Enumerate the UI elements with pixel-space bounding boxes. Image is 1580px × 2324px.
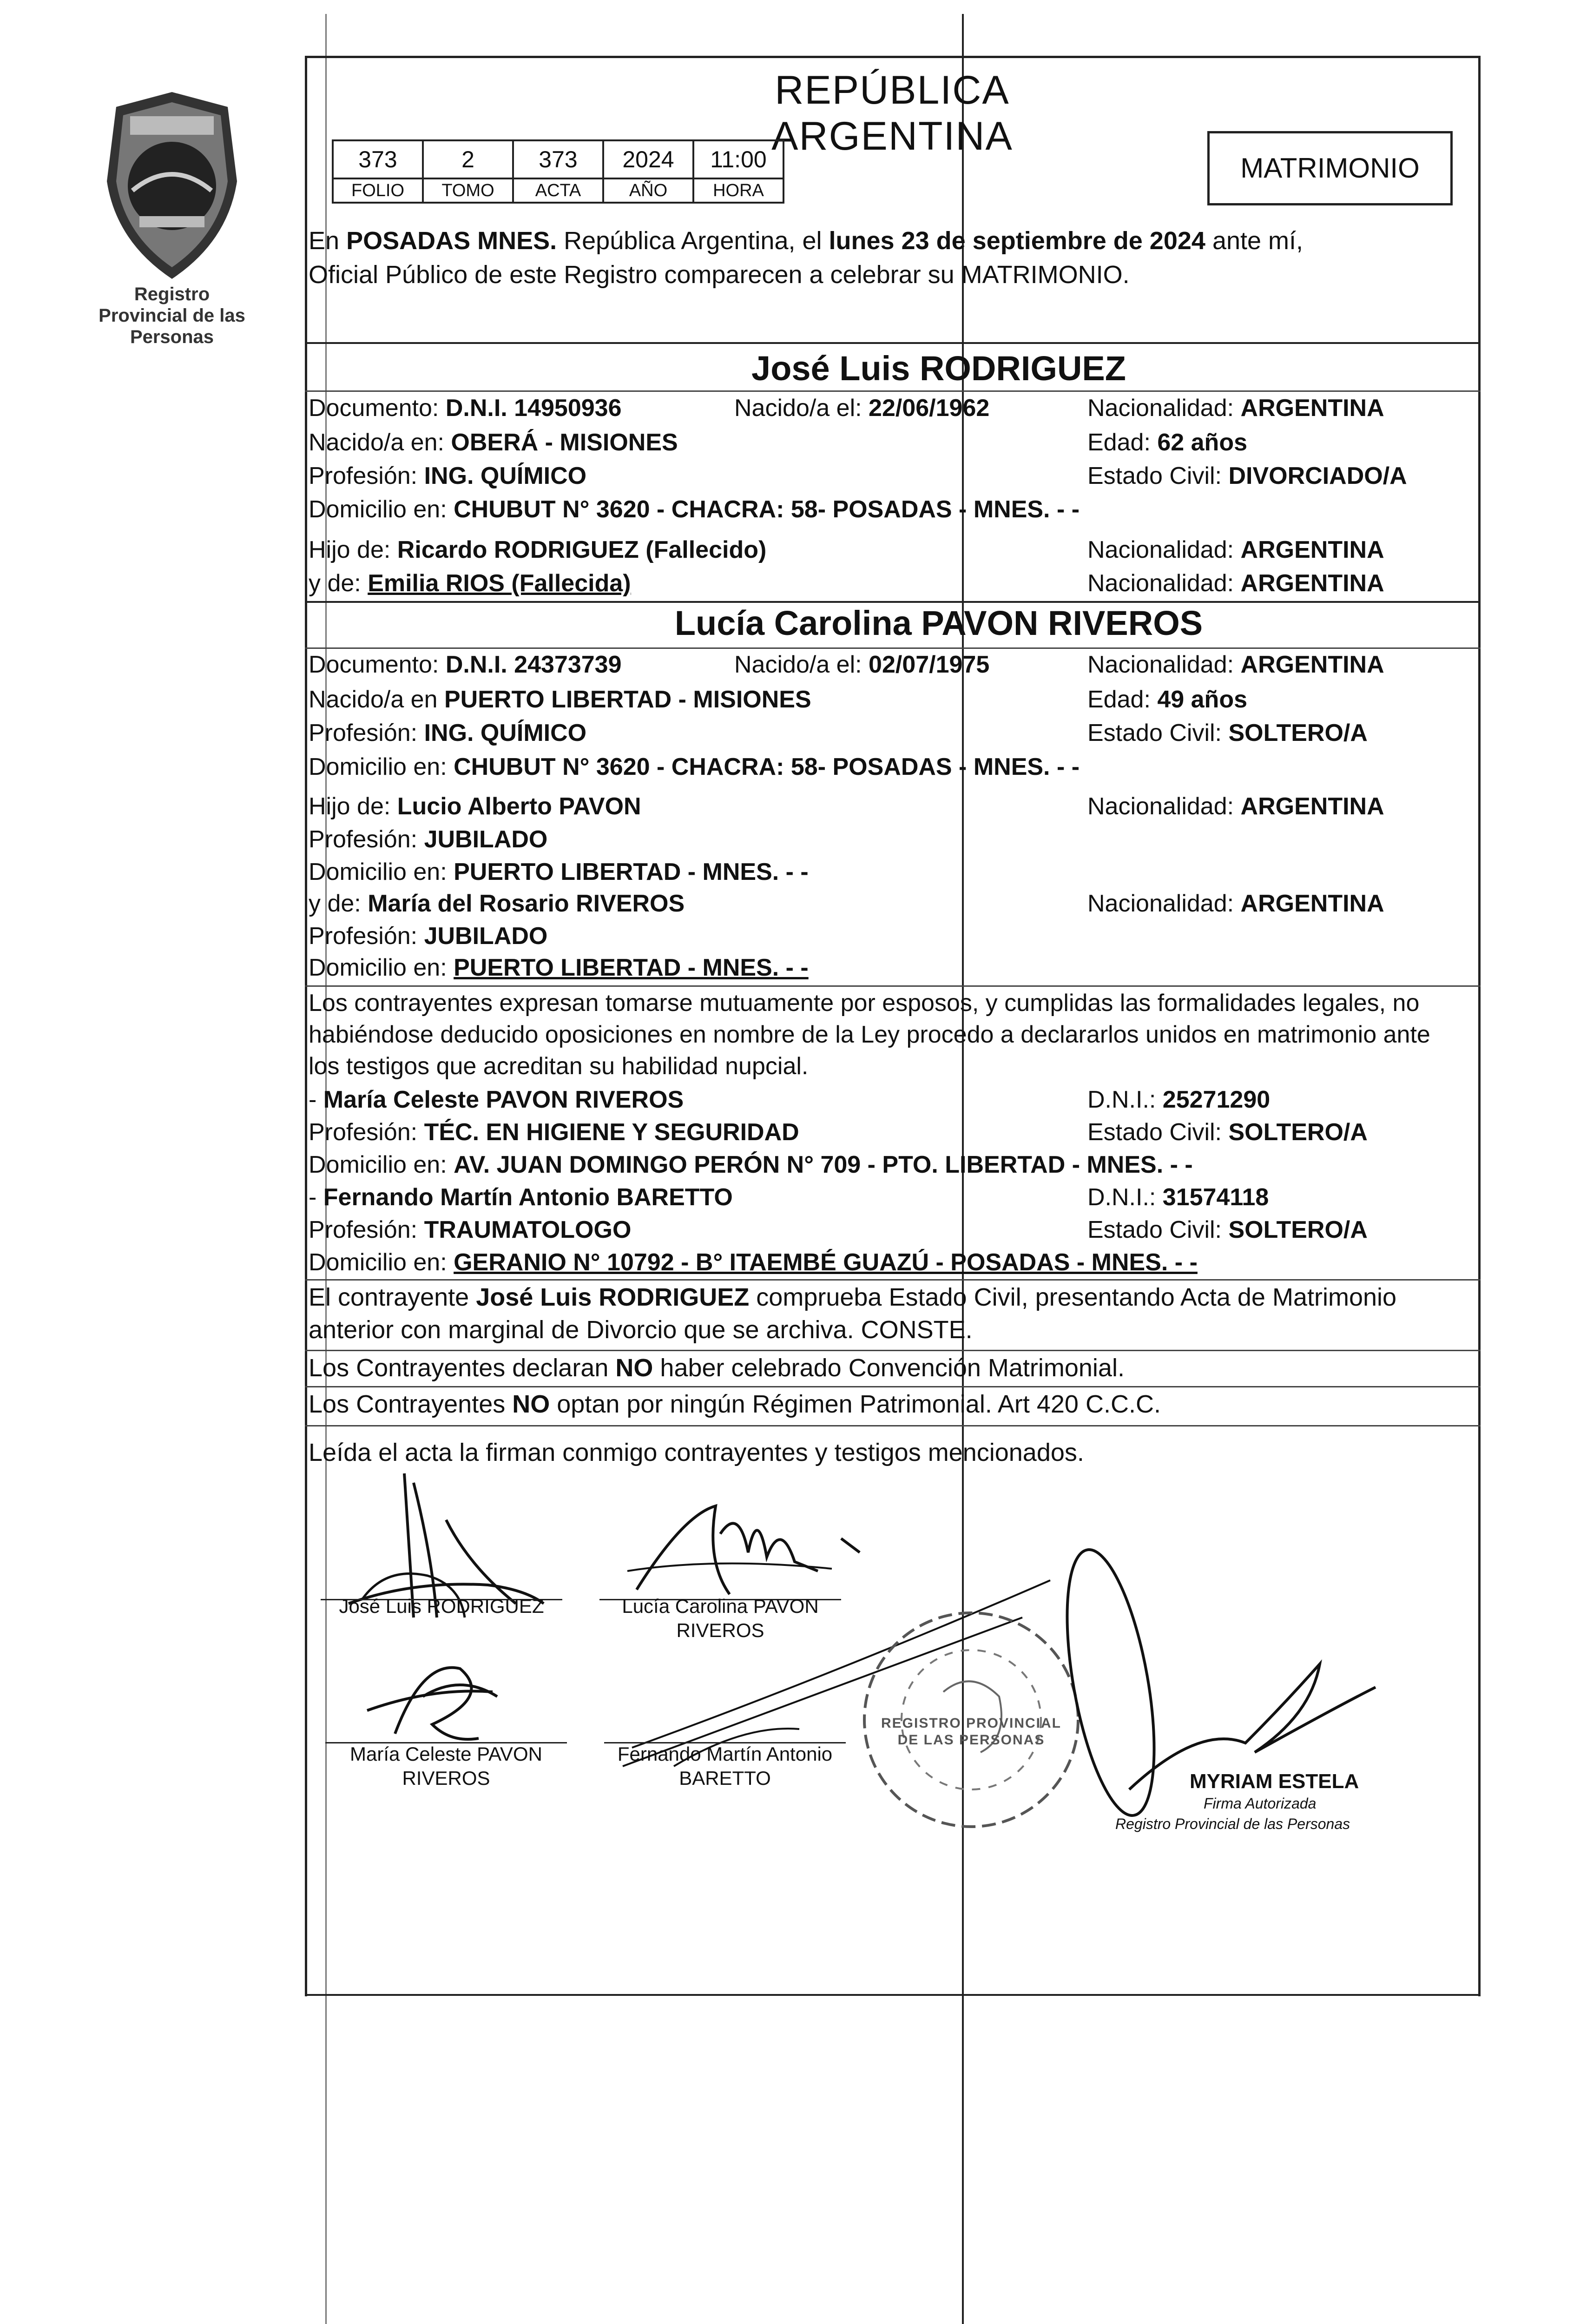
intro-line-2: Oficial Público de este Registro comparecen a celebrar su MATRIMONIO. (309, 261, 1130, 289)
spouse2-father-address: Domicilio en: PUERTO LIBERTAD - MNES. - - (309, 858, 809, 885)
section-divider (305, 1425, 1481, 1426)
folio-label: FOLIO (333, 178, 423, 203)
section-divider (305, 647, 1481, 649)
note-civil-status-line-2: anterior con marginal de Divorcio que se archiva. CONSTE. (309, 1316, 973, 1344)
spouse1-birthplace: Nacido/a en: OBERÁ - MISIONES (309, 429, 678, 456)
signature-label-lucia-2: RIVEROS (676, 1619, 764, 1641)
spouse1-father: Hijo de: Ricardo RODRIGUEZ (Fallecido) (309, 536, 767, 563)
hora-label: HORA (693, 178, 783, 203)
registry-fields-table (332, 139, 784, 204)
spouse2-mother-profession: Profesión: JUBILADO (309, 923, 548, 950)
section-divider (305, 985, 1481, 987)
witness1-civil-status: Estado Civil: SOLTERO/A (1087, 1119, 1368, 1146)
declaration-line-3: los testigos que acreditan su habilidad nupcial. (309, 1053, 809, 1080)
witness1-name: - María Celeste PAVON RIVEROS (309, 1086, 684, 1113)
registry-logo (88, 88, 256, 347)
signature-label-jose: José Luis RODRIGUEZ (339, 1595, 544, 1617)
spouse1-profession: Profesión: ING. QUÍMICO (309, 462, 587, 489)
intro-text: ante mí, (1205, 227, 1304, 255)
stamp-text: REGISTRO PROVINCIAL DE LAS PERSONAS (881, 1716, 1062, 1748)
signature-label-lucia-1: Lucía Carolina PAVON (622, 1595, 819, 1617)
logo-caption: Registro Provincial de las Personas (99, 284, 245, 347)
witness2-name: - Fernando Martín Antonio BARETTO (309, 1184, 733, 1211)
witness2-profession: Profesión: TRAUMATOLOGO (309, 1216, 632, 1243)
spouse2-birthdate: Nacido/a el: 02/07/1975 (734, 651, 990, 678)
witness1-address: Domicilio en: AV. JUAN DOMINGO PERÓN N° 709 - PTO. LIBERTAD - MNES. - - (309, 1151, 1193, 1178)
document-bottom-border (305, 1994, 1481, 1996)
official-title: Firma Autorizada (1204, 1795, 1317, 1812)
spouse2-birthplace: Nacido/a en PUERTO LIBERTAD - MISIONES (309, 686, 811, 713)
witness1-dni: D.N.I.: 25271290 (1087, 1086, 1271, 1113)
official-name: MYRIAM ESTELA (1190, 1770, 1359, 1793)
spouse1-nationality: Nacionalidad: ARGENTINA (1087, 395, 1384, 422)
spouse1-mother: y de: Emilia RIOS (Fallecida) (309, 570, 631, 597)
section-divider (305, 342, 1481, 344)
spouse1-age: Edad: 62 años (1087, 429, 1247, 456)
spouse1-document: Documento: D.N.I. 14950936 (309, 395, 622, 422)
spouse1-name: José Luis RODRIGUEZ (751, 349, 1126, 388)
spouse1-mother-nationality: Nacionalidad: ARGENTINA (1087, 570, 1384, 597)
acta-value: 373 (513, 140, 603, 178)
official-registry: Registro Provincial de las Personas (1115, 1816, 1350, 1832)
spouse2-father: Hijo de: Lucio Alberto PAVON (309, 793, 641, 820)
tomo-label: TOMO (423, 178, 513, 203)
signature-label-fernando-1: Fernando Martín Antonio (617, 1743, 833, 1765)
signature-label-fernando-2: BARETTO (679, 1767, 771, 1789)
spouse2-father-profession: Profesión: JUBILADO (309, 826, 548, 853)
spouse2-civil-status: Estado Civil: SOLTERO/A (1087, 720, 1368, 746)
spouse2-document: Documento: D.N.I. 24373739 (309, 651, 622, 678)
note-convention: Los Contrayentes declaran NO haber celebrado Convención Matrimonial. (309, 1354, 1125, 1382)
note-regime: Los Contrayentes NO optan por ningún Régimen Patrimonial. Art 420 C.C.C. (309, 1390, 1161, 1418)
seal-icon (88, 88, 256, 284)
closing-statement: Leída el acta la firman conmigo contrayentes y testigos mencionados. (309, 1439, 1084, 1466)
signature-label-maria-1: María Celeste PAVON (350, 1743, 542, 1765)
spouse1-address: Domicilio en: CHUBUT N° 3620 - CHACRA: 58- POSADAS - MNES. - - (309, 496, 1080, 523)
note-civil-status: El contrayente José Luis RODRIGUEZ comprueba Estado Civil, presentando Acta de Matrimonio (309, 1283, 1397, 1311)
section-divider (305, 1386, 1481, 1387)
spouse2-mother-nationality: Nacionalidad: ARGENTINA (1087, 890, 1384, 917)
document-title: REPÚBLICA ARGENTINA (771, 68, 1013, 158)
signature-label-maria-2: RIVEROS (402, 1767, 490, 1789)
folio-value: 373 (333, 140, 423, 178)
spouse1-civil-status: Estado Civil: DIVORCIADO/A (1087, 462, 1407, 489)
spouse1-birthdate: Nacido/a el: 22/06/1962 (734, 395, 990, 422)
declaration-line-2: habiéndose deducido oposiciones en nombre de la Ley procedo a declararlos unidos en matrimonio ante (309, 1021, 1430, 1048)
spouse1-father-nationality: Nacionalidad: ARGENTINA (1087, 536, 1384, 563)
intro-city: POSADAS MNES. (346, 227, 557, 255)
witness2-address: Domicilio en: GERANIO N° 10792 - B° ITAEMBÉ GUAZÚ - POSADAS - MNES. - - (309, 1249, 1198, 1276)
intro-text: En (309, 227, 347, 255)
declaration-line-1: Los contrayentes expresan tomarse mutuamente por esposos, y cumplidas las formalidades legales, no (309, 990, 1420, 1017)
intro-date: lunes 23 de septiembre de 2024 (829, 227, 1205, 255)
acta-label: ACTA (513, 178, 603, 203)
witness1-profession: Profesión: TÉC. EN HIGIENE Y SEGURIDAD (309, 1119, 799, 1146)
spouse2-address: Domicilio en: CHUBUT N° 3620 - CHACRA: 58- POSADAS - MNES. - - (309, 753, 1080, 780)
witness2-dni: D.N.I.: 31574118 (1087, 1184, 1269, 1211)
spouse2-mother-address: Domicilio en: PUERTO LIBERTAD - MNES. - - (309, 954, 809, 981)
spouse2-profession: Profesión: ING. QUÍMICO (309, 720, 587, 746)
act-type-box: MATRIMONIO (1207, 131, 1453, 205)
ano-value: 2024 (603, 140, 693, 178)
section-divider (305, 601, 1481, 603)
intro-line-1 (309, 226, 1303, 255)
witness2-civil-status: Estado Civil: SOLTERO/A (1087, 1216, 1368, 1243)
spouse2-name: Lucía Carolina PAVON RIVEROS (674, 604, 1203, 642)
spouse2-nationality: Nacionalidad: ARGENTINA (1087, 651, 1384, 678)
section-divider (305, 390, 1481, 392)
hora-value: 11:00 (693, 140, 783, 178)
section-divider (305, 1279, 1481, 1281)
ano-label: AÑO (603, 178, 693, 203)
tomo-value: 2 (423, 140, 513, 178)
spouse2-age: Edad: 49 años (1087, 686, 1247, 713)
spouse2-mother: y de: María del Rosario RIVEROS (309, 890, 685, 917)
spouse2-father-nationality: Nacionalidad: ARGENTINA (1087, 793, 1384, 820)
intro-text: República Argentina, el (557, 227, 829, 255)
section-divider (305, 1350, 1481, 1351)
